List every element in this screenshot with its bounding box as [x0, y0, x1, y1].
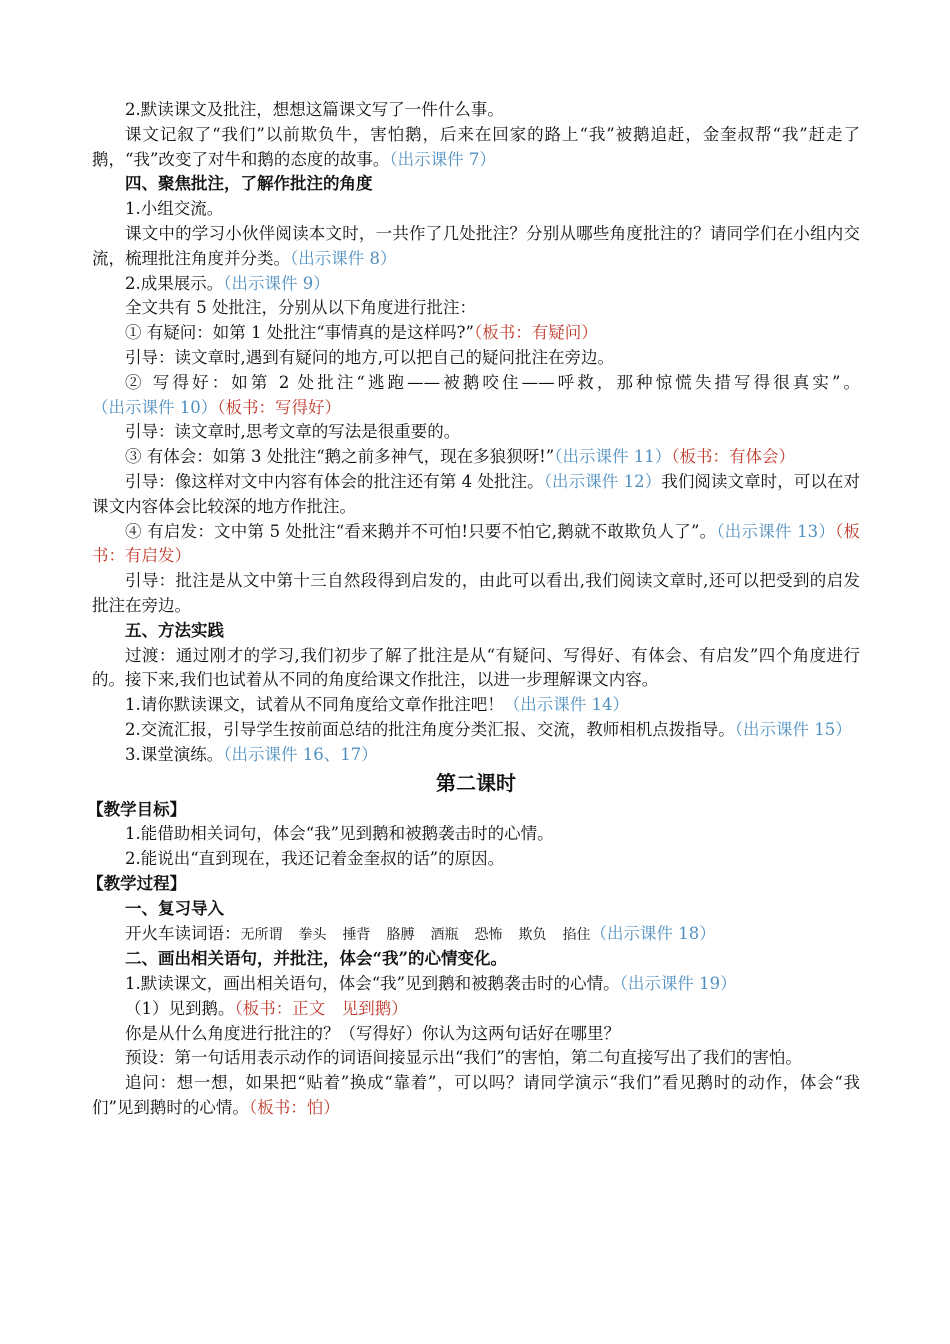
- paragraph-text: 追问：想一想，如果把“贴着”换成“靠着”，可以吗？请同学演示“我们”看见鹅时的动作，体会“我们”见到鹅时的心情。: [92, 1073, 860, 1118]
- vocabulary-word: 恐怖: [474, 926, 503, 943]
- vocabulary-word: 胳膊: [386, 926, 415, 943]
- board-note: （板书：有启发）: [92, 521, 860, 566]
- paragraph: [92, 321, 860, 346]
- teaching-process-heading: 【教学过程】: [87, 873, 187, 893]
- vocabulary-word: 捶背: [342, 926, 371, 943]
- paragraph: 引导：批注是从文中第十三自然段得到启发的，由此可以看出,我们阅读文章时,还可以把受到的启发批注在旁边。: [92, 571, 860, 615]
- paragraph: [92, 997, 860, 1022]
- paragraph: [92, 445, 860, 470]
- teaching-goals-heading: 【教学目标】: [87, 799, 187, 819]
- paragraph: [92, 1071, 860, 1121]
- vocabulary-word: 欺负: [518, 926, 547, 943]
- paragraph-text: ① 有疑问：如第 1 处批注“事情真的是这样吗?”: [125, 323, 474, 343]
- document-page: [87, 98, 860, 1121]
- section-heading: 二、画出相关语句，并批注，体会“我”的心情变化。: [125, 949, 507, 969]
- paragraph-text: ③ 有体会：如第 3 处批注“鹅之前多神气，现在多狼狈呀!”: [125, 447, 555, 467]
- section-heading: 四、聚焦批注，了解作批注的角度: [125, 174, 373, 194]
- vocabulary-word: 无所谓: [240, 926, 283, 943]
- paragraph: [92, 470, 860, 520]
- paragraph-text: 课文记叙了“我们”以前欺负牛，害怕鹅，后来在回家的路上“我”被鹅追赶，金奎叔帮“我”赶走了鹅，“我”改变了对牛和鹅的态度的故事。: [92, 124, 860, 169]
- paragraph: [92, 371, 860, 421]
- board-note: （板书：怕）: [248, 1098, 340, 1118]
- paragraph: 预设：第一句话用表示动作的词语间接显示出“我们”的害怕，第二句直接写出了我们的害怕。: [125, 1048, 802, 1068]
- vocabulary-word: 掐住: [562, 926, 591, 943]
- paragraph-text: 2.成果展示。: [125, 273, 224, 293]
- paragraph-text: （1）见到鹅。: [125, 998, 235, 1018]
- courseware-reference: （出示课件 11）: [554, 447, 672, 467]
- paragraph-text: 我们阅读文章时，可以在对课文内容体会比较深的地方作批注。: [92, 471, 860, 516]
- courseware-reference: （出示课件 12）: [543, 471, 662, 491]
- courseware-reference: （出示课件 8）: [290, 248, 397, 268]
- paragraph-text: 1.默读课文，画出相关语句，体会“我”见到鹅和被鹅袭击时的心情。: [125, 974, 620, 994]
- paragraph-text: 开火车读词语：: [125, 923, 241, 943]
- paragraph-text: 3.课堂演练。: [125, 744, 224, 764]
- paragraph: [92, 123, 860, 173]
- paragraph-text: 2.交流汇报，引导学生按前面总结的批注角度分类汇报、交流，教师相机点拨指导。: [125, 719, 735, 739]
- courseware-reference: （出示课件 7）: [389, 149, 496, 169]
- goal-item: 1.能借助相关词句，体会“我”见到鹅和被鹅袭击时的心情。: [125, 824, 554, 844]
- paragraph: [92, 743, 860, 768]
- section-heading: 一、复习导入: [125, 898, 224, 918]
- paragraph: 引导：读文章时,思考文章的写法是很重要的。: [125, 422, 461, 442]
- paragraph: 1.小组交流。: [125, 199, 224, 219]
- paragraph: [92, 520, 860, 570]
- paragraph: [92, 222, 860, 272]
- paragraph: [92, 718, 860, 743]
- vocabulary-line: [92, 922, 860, 948]
- paragraph: [92, 972, 860, 997]
- courseware-reference: （出示课件 16、17）: [223, 744, 378, 764]
- courseware-reference: （出示课件 9）: [223, 273, 330, 293]
- paragraph-text: 引导：像这样对文中内容有体会的批注还有第 4 处批注。: [125, 471, 544, 491]
- goal-item: 2.能说出“直到现在，我还记着金奎叔的话”的原因。: [125, 849, 505, 869]
- courseware-reference: （出示课件 10）: [92, 397, 218, 417]
- board-note: （板书：有疑问）: [473, 323, 598, 343]
- courseware-reference: （出示课件 19）: [619, 974, 737, 994]
- paragraph: 2.默读课文及批注，想想这篇课文写了一件什么事。: [125, 100, 504, 119]
- paragraph-text: 课文中的学习小伙伴阅读本文时，一共作了几处批注？分别从哪些角度批注的？请同学们在小组内交流，梳理批注角度并分类。: [92, 223, 860, 268]
- paragraph: [92, 693, 860, 718]
- paragraph: 过渡：通过刚才的学习,我们初步了解了批注是从“有疑问、写得好、有体会、有启发”四个角度进行的。接下来,我们也试着从不同的角度给课文作批注，以进一步理解课文内容。: [92, 645, 860, 690]
- courseware-reference: （出示课件 14）: [503, 695, 629, 715]
- courseware-reference: （出示课件 18）: [590, 923, 716, 943]
- vocabulary-word: 酒瓶: [430, 926, 459, 943]
- section-heading: 五、方法实践: [125, 620, 224, 640]
- paragraph: [92, 272, 860, 297]
- courseware-reference: （出示课件 15）: [734, 719, 852, 739]
- paragraph-text: ② 写得好：如第 2 处批注“逃跑——被鹅咬住——呼救，那种惊慌失措写得很真实”。: [125, 372, 860, 392]
- paragraph: 引导：读文章时,遇到有疑问的地方,可以把自己的疑问批注在旁边。: [125, 347, 614, 367]
- board-note: （板书：有体会）: [671, 447, 795, 467]
- paragraph: 全文共有 5 处批注，分别从以下角度进行批注：: [125, 298, 476, 318]
- paragraph: 你是从什么角度进行批注的？（写得好）你认为这两句话好在哪里？: [125, 1023, 620, 1043]
- paragraph-text: 1.请你默读课文，试着从不同角度给文章作批注吧！: [125, 695, 504, 715]
- vocabulary-word: 拳头: [298, 926, 327, 943]
- board-note: （板书：写得好）: [217, 397, 341, 417]
- lesson-title: 第二课时: [436, 770, 516, 795]
- paragraph-text: ④ 有启发：文中第 5 处批注“看来鹅并不可怕!只要不怕它,鹅就不敢欺负人了”。: [125, 521, 717, 541]
- board-note: （板书：正文 见到鹅）: [234, 998, 408, 1018]
- courseware-reference: （出示课件 13）: [716, 521, 836, 541]
